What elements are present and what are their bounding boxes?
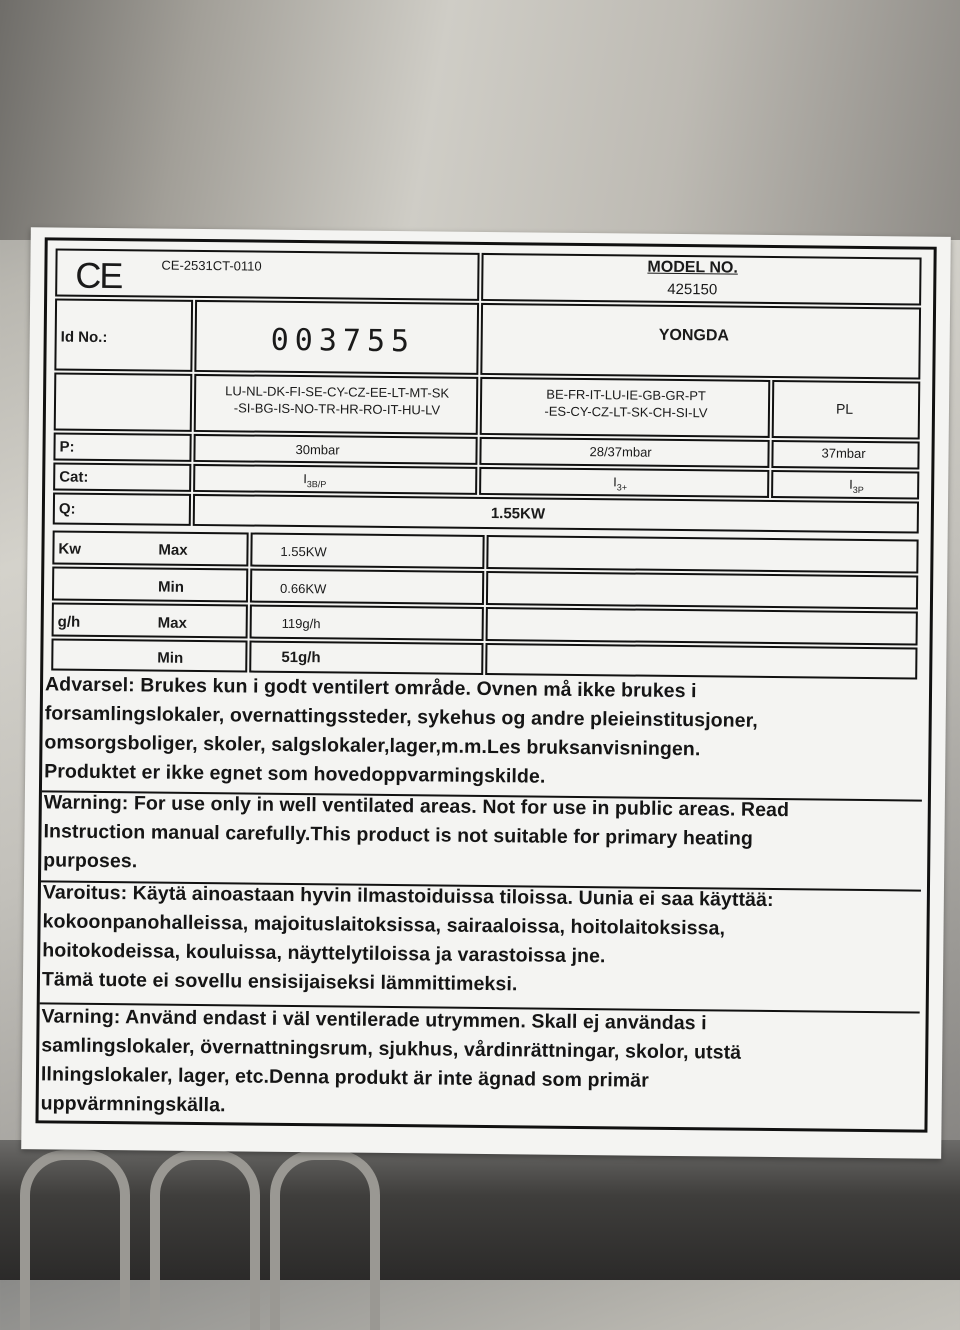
q-label: Q:	[58, 500, 76, 518]
ce-code: CE-2531CT-0110	[161, 257, 262, 274]
category-cell-3	[771, 470, 919, 500]
cat-label: Cat:	[59, 468, 89, 486]
category-cell-2	[479, 467, 769, 498]
id-value: 003755	[270, 322, 416, 360]
kw-max-label: Max	[158, 541, 188, 559]
pressure-cell-2	[479, 437, 769, 468]
rating-label	[21, 227, 951, 1159]
ce-mark: CE	[75, 254, 122, 297]
category-cell-1	[193, 464, 477, 495]
ce-cell	[55, 248, 479, 300]
cat-label-cell	[53, 462, 191, 491]
kw-max-cell	[250, 533, 484, 569]
countries-text-2: BE-FR-IT-LU-IE-GB-GR-PT -ES-CY-CZ-LT-SK-CH-SI-LV	[544, 386, 708, 421]
gh-max-empty-cell	[486, 607, 918, 646]
countries-group-1	[194, 374, 479, 435]
kw-max-label-cell	[52, 530, 248, 566]
gh-min-label: Min	[157, 649, 184, 667]
gh-min-empty-cell	[485, 643, 917, 680]
gh-label: g/h	[57, 613, 81, 631]
gh-min-label-cell	[51, 638, 247, 672]
category-3: $I_{3P}$	[849, 476, 864, 495]
gh-max-label: Max	[157, 614, 187, 632]
metal-surface-top	[0, 0, 960, 240]
warning-finnish: Varoitus: Käytä ainoastaan hyvin ilmastoiduissa tiloissa. Uunia ei saa käyttää: kokoonpanohalleissa, majoituslaitoksissa, sairaaloissa, hoitolaitoksissa, hoitokodeissa, kouluissa, näyttelytiloissa ja varastoissa jne. Tämä tuote ei sovellu ensisijaiseksi lämmittimeksi.	[41, 881, 774, 996]
brand: YONGDA	[658, 326, 730, 345]
rack-bar	[150, 1150, 260, 1330]
warning-english: Warning: For use only in well ventilated areas. Not for use in public areas. Read Instruction manual carefully.This product is not suitable for primary heating purposes.	[43, 791, 790, 873]
gh-max-value: 119g/h	[281, 615, 321, 632]
pressure-cell-1	[193, 434, 477, 465]
q-value-cell	[193, 494, 919, 534]
countries-label-cell	[54, 372, 193, 431]
pressure-1: 30mbar	[295, 441, 340, 458]
kw-min-value: 0.66KW	[280, 580, 327, 597]
kw-min-label-cell	[52, 566, 248, 602]
pressure-cell-3	[771, 440, 919, 470]
id-label-cell	[54, 298, 193, 371]
label-frame	[35, 237, 936, 1132]
countries-group-3	[772, 380, 921, 440]
rack-bar	[20, 1150, 130, 1330]
category-1: $I_{3B/P}$	[303, 471, 327, 490]
gh-min-value: 51g/h	[281, 648, 321, 667]
q-label-cell	[53, 492, 191, 525]
countries-text-3: PL	[835, 400, 854, 417]
brand-cell	[480, 303, 921, 380]
q-value: 1.55KW	[490, 505, 546, 523]
kw-max-value: 1.55KW	[280, 543, 327, 560]
warning-norwegian: Advarsel: Brukes kun i godt ventilert område. Ovnen må ikke brukes i forsamlingslokaler, overnattingssteder, sykehus og andre pleieinstitusjoner, omsorgsboliger, skoler, salgslokaler,lager,m.m.Les bruksanvisningen. Produktet er ikke egnet som hovedoppvarmingskilde.	[44, 673, 758, 788]
pressure-2: 28/37mbar	[589, 444, 652, 460]
gh-max-label-cell	[52, 602, 248, 638]
model-value: 425150	[667, 280, 718, 299]
kw-min-label: Min	[158, 578, 185, 596]
kw-min-cell	[250, 569, 484, 605]
p-label: P:	[59, 438, 75, 456]
category-2: $I_{3+}$	[613, 474, 628, 493]
kw-label: Kw	[58, 540, 82, 558]
model-cell	[481, 253, 921, 306]
p-label-cell	[53, 432, 191, 461]
warning-swedish: Varning: Använd endast i väl ventilerade utrymmen. Skall ej användas i samlingslokaler, övernattningsrum, sjukhus, vårdinrättningar, skolor, utstä llningslokaler, lager, etc.Denna produkt är inte ägnad som primär uppvärmningskälla.	[40, 1005, 742, 1117]
kw-min-empty-cell	[486, 571, 918, 610]
countries-text-1: LU-NL-DK-FI-SE-CY-CZ-EE-LT-MT-SK -SI-BG-IS-NO-TR-HR-RO-IT-HU-LV	[225, 383, 450, 418]
pressure-3: 37mbar	[821, 445, 866, 461]
id-value-cell	[194, 300, 479, 375]
heater-base	[0, 1140, 960, 1280]
id-label: Id No.:	[60, 328, 108, 347]
countries-group-2	[480, 377, 771, 438]
gh-max-cell	[250, 605, 484, 641]
rack-bar	[270, 1150, 380, 1330]
kw-max-empty-cell	[486, 535, 918, 574]
model-header: MODEL NO.	[647, 258, 738, 277]
gh-min-cell	[249, 641, 483, 675]
